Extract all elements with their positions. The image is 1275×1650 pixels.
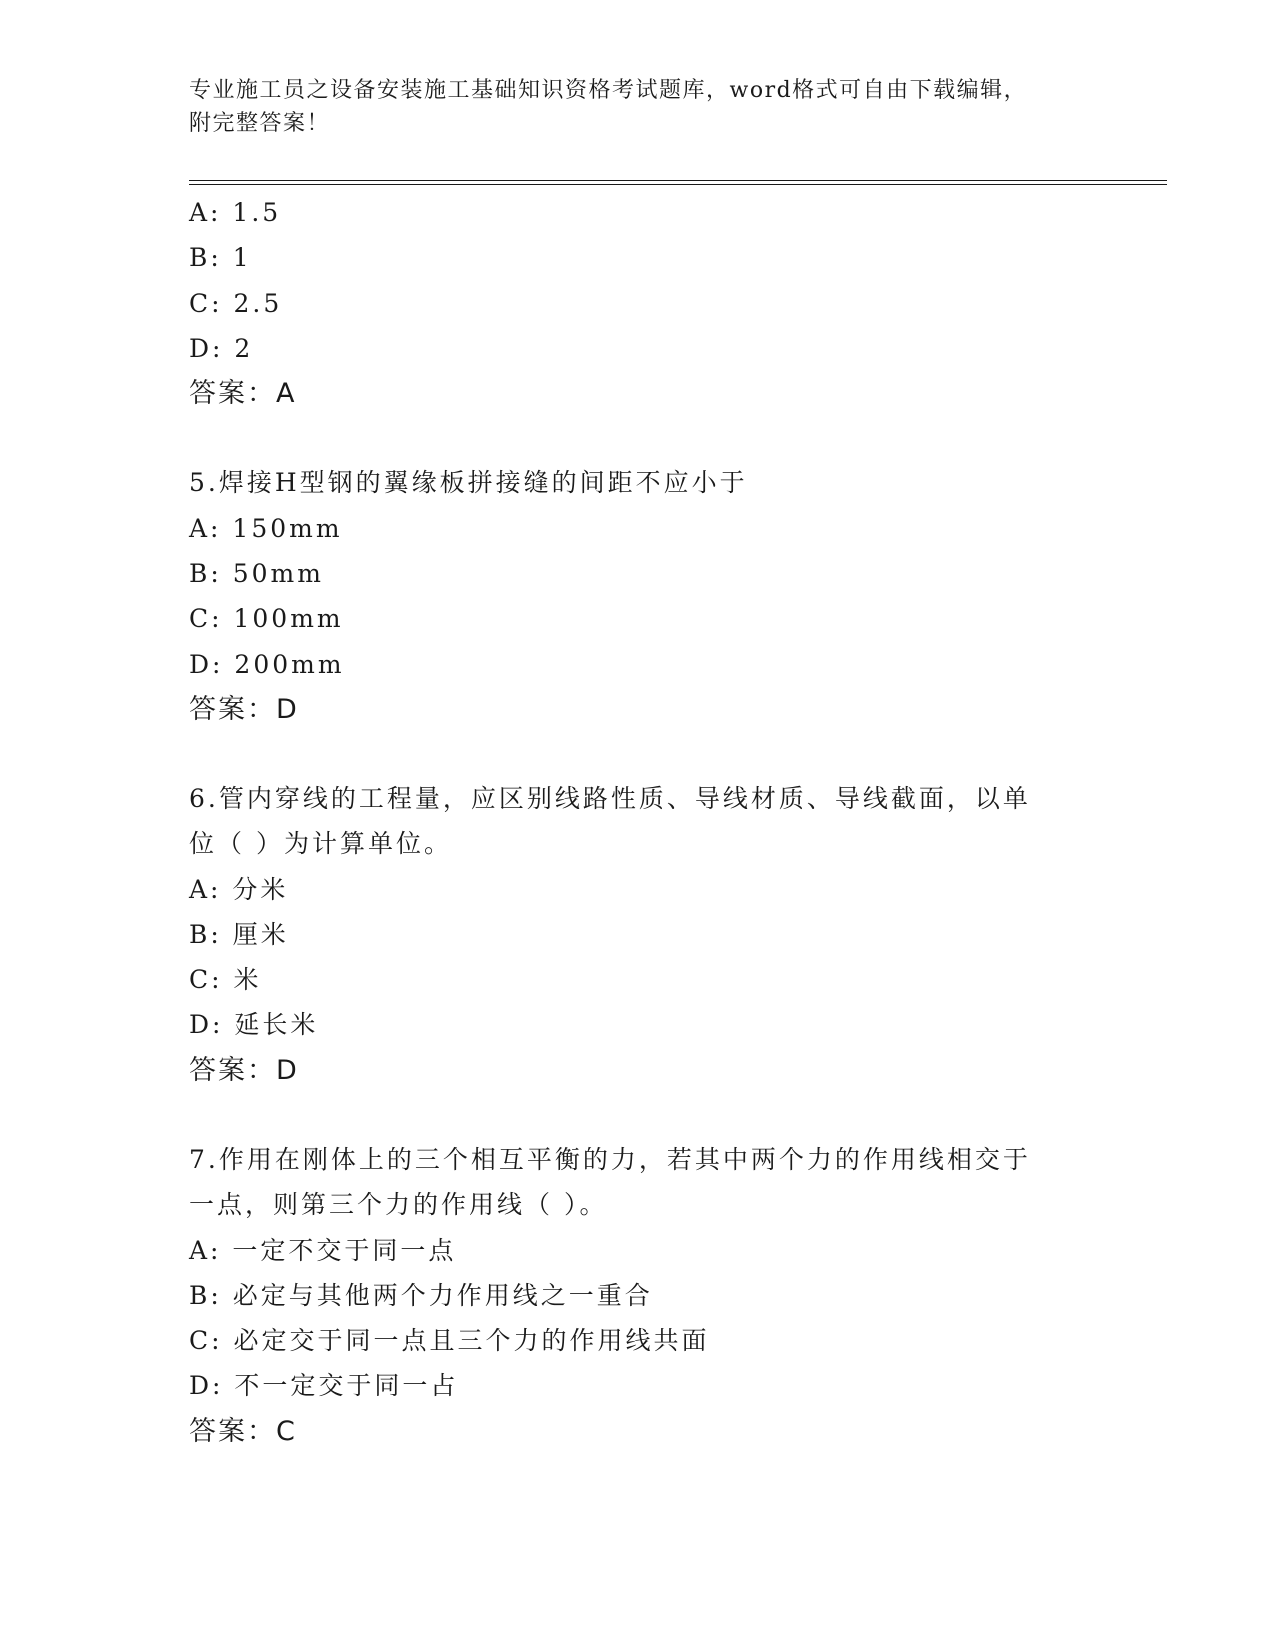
header-line-2: 附完整答案！: [189, 111, 331, 136]
header-line-1: 专业施工员之设备安装施工基础知识资格考试题库，word格式可自由下载编辑，: [189, 78, 1028, 103]
q7-answer: 答案：C: [189, 1416, 297, 1447]
q6-question-line-1: 6.管内穿线的工程量，应区别线路性质、导线材质、导线截面，以单: [189, 784, 1031, 813]
q4-option-c: C: 2.5: [189, 289, 283, 318]
q7-option-c: C: 必定交于同一点且三个力的作用线共面: [189, 1326, 710, 1355]
q6-question-line-2: 位（ ）为计算单位。: [189, 829, 452, 858]
header-divider-top: [189, 180, 1167, 181]
q6-option-b: B: 厘米: [189, 920, 289, 949]
q4-option-b: B: 1: [189, 243, 252, 272]
q4-option-d: D: 2: [189, 334, 254, 363]
q6-answer: 答案：D: [189, 1055, 299, 1086]
q5-option-c: C: 100mm: [189, 604, 344, 633]
document-header: [189, 74, 1089, 140]
q5-question: 5.焊接H型钢的翼缘板拼接缝的间距不应小于: [189, 468, 748, 497]
q7-option-b: B: 必定与其他两个力作用线之一重合: [189, 1281, 653, 1310]
header-divider-bottom: [189, 184, 1167, 185]
q7-question-line-2: 一点，则第三个力的作用线（ ）。: [189, 1190, 608, 1219]
q7-question-line-1: 7.作用在刚体上的三个相互平衡的力，若其中两个力的作用线相交于: [189, 1145, 1031, 1174]
q5-answer: 答案：D: [189, 694, 299, 725]
q6-option-c: C: 米: [189, 965, 262, 994]
q5-option-a: A: 150mm: [189, 514, 343, 543]
q5-option-d: D: 200mm: [189, 650, 345, 679]
q4-option-a: A: 1.5: [189, 198, 282, 227]
q6-option-d: D: 延长米: [189, 1010, 319, 1039]
q7-option-d: D: 不一定交于同一占: [189, 1371, 459, 1400]
q7-option-a: A: 一定不交于同一点: [189, 1236, 457, 1265]
q6-option-a: A: 分米: [189, 875, 289, 904]
q5-option-b: B: 50mm: [189, 559, 324, 588]
q4-answer: 答案：A: [189, 378, 297, 409]
